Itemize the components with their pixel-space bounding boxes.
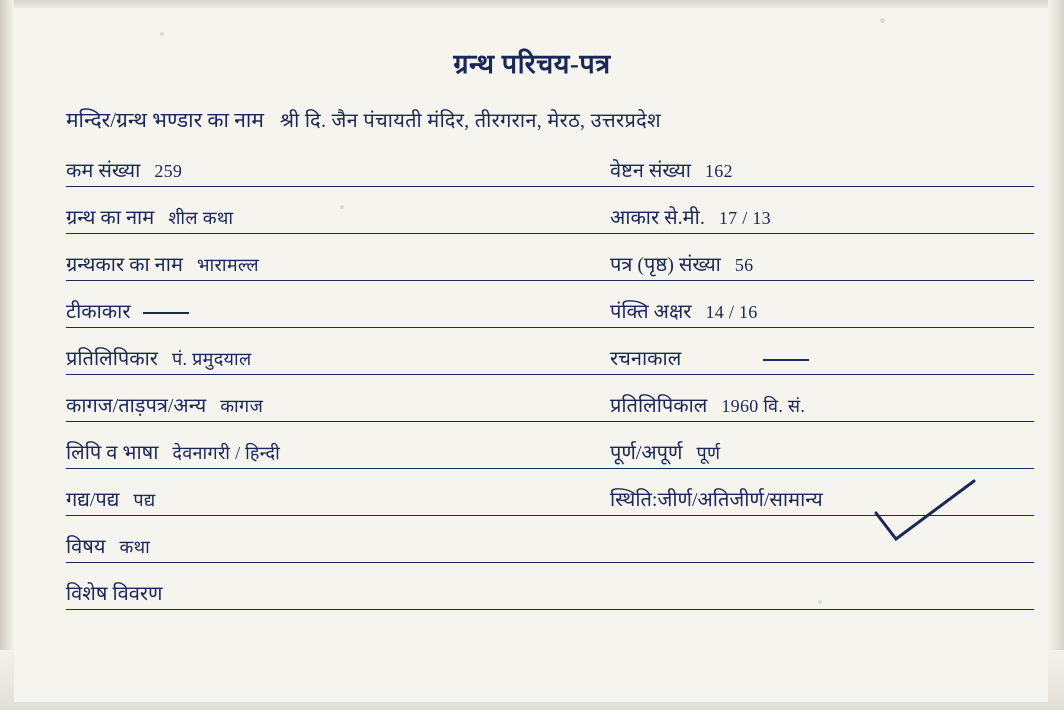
- field-rule: [610, 468, 1034, 469]
- field-label: आकार से.मी.: [610, 207, 705, 229]
- form-row: [66, 297, 1034, 344]
- field-label: कागज/ताड़पत्र/अन्य: [66, 395, 207, 417]
- field-label: टीकाकार: [66, 301, 131, 323]
- field-rule: [610, 421, 1034, 422]
- field-value: शील कथा: [168, 208, 234, 228]
- paper-speck: [160, 32, 164, 36]
- field-value: 1960 वि. सं.: [721, 396, 806, 416]
- field-sthiti: [610, 485, 1034, 532]
- field-rule: [66, 233, 610, 234]
- field-pratilipikar: [66, 344, 610, 391]
- field-label: विशेष विवरण: [66, 583, 163, 605]
- field-value: पूर्ण: [696, 443, 721, 463]
- field-label: रचनाकाल: [610, 348, 682, 370]
- field-gadya-padya: [66, 485, 610, 532]
- form-fields: [66, 156, 1034, 626]
- field-label: कम संख्या: [66, 160, 141, 182]
- field-label: विषय: [66, 536, 106, 558]
- field-value: पं. प्रमुदयाल: [171, 349, 252, 369]
- field-blank-underline: [143, 312, 189, 314]
- form-row: [66, 344, 1034, 391]
- field-granthkar-ka-naam: [66, 250, 610, 297]
- field-rule: [66, 327, 610, 328]
- field-veshtan-sankhya: [610, 156, 1034, 203]
- field-value: 162: [704, 161, 733, 181]
- form-row: [66, 485, 1034, 532]
- field-value: कागज: [220, 396, 264, 416]
- form-row: [66, 579, 1034, 626]
- field-value: भारामल्ल: [196, 255, 259, 275]
- field-rule: [66, 562, 1034, 563]
- field-aakar-cm: [610, 203, 1034, 250]
- field-rule: [66, 609, 1034, 610]
- field-value: पद्य: [133, 490, 156, 510]
- field-rule: [66, 374, 610, 375]
- field-rule: [610, 374, 1034, 375]
- field-kagaj-tadpatra-anya: [66, 391, 610, 438]
- field-tikakar: [66, 297, 610, 344]
- field-value: 14 / 16: [705, 302, 758, 322]
- field-rule: [66, 515, 610, 516]
- field-blank-underline: [763, 359, 809, 361]
- field-rule: [610, 233, 1034, 234]
- field-pankti-akshar: [610, 297, 1034, 344]
- field-rule: [610, 515, 1034, 516]
- field-rachnakaal: [610, 344, 1034, 391]
- field-value: 17 / 13: [718, 208, 771, 228]
- field-label: पत्र (पृष्ठ) संख्या: [610, 254, 721, 276]
- field-rule: [66, 421, 610, 422]
- temple-name-row: [66, 106, 1046, 134]
- field-rule: [66, 280, 610, 281]
- field-label: पंक्ति अक्षर: [610, 301, 692, 323]
- field-rule: [610, 327, 1034, 328]
- field-label: ग्रन्थकार का नाम: [66, 254, 183, 276]
- temple-name-label: मन्दिर/ग्रन्थ भण्डार का नाम: [66, 108, 264, 132]
- form-row: [66, 532, 1034, 579]
- form-title: ग्रन्थ परिचय-पत्र: [453, 49, 611, 79]
- form-row: [66, 438, 1034, 485]
- form-row: [66, 203, 1034, 250]
- form-row: [66, 156, 1034, 203]
- field-purna-apurna: [610, 438, 1034, 485]
- paper-speck: [880, 18, 885, 23]
- field-label: वेष्टन संख्या: [610, 160, 691, 182]
- field-label: लिपि व भाषा: [66, 442, 159, 464]
- field-rule: [610, 186, 1034, 187]
- field-vishay: [66, 532, 1034, 579]
- form-row: [66, 391, 1034, 438]
- field-label: प्रतिलिपिकाल: [610, 395, 708, 417]
- field-value: 56: [734, 255, 754, 275]
- field-granth-ka-naam: [66, 203, 610, 250]
- form-row: [66, 250, 1034, 297]
- field-vishesh-vivaran: [66, 579, 1034, 626]
- page-edge-right: [1048, 0, 1064, 710]
- field-label: स्थिति:जीर्ण/अतिजीर्ण/सामान्य: [610, 489, 823, 511]
- field-rule: [66, 468, 610, 469]
- field-rule: [610, 280, 1034, 281]
- field-lipi-va-bhasha: [66, 438, 610, 485]
- field-kram-sankhya: [66, 156, 610, 203]
- field-label: ग्रन्थ का नाम: [66, 207, 155, 229]
- temple-name-value: श्री दि. जैन पंचायती मंदिर, तीरगरान, मेरठ, उत्तरप्रदेश: [279, 110, 661, 132]
- field-label: प्रतिलिपिकार: [66, 348, 158, 370]
- field-value: 259: [154, 161, 183, 181]
- field-pratilipikaal: [610, 391, 1034, 438]
- field-label: पूर्ण/अपूर्ण: [610, 442, 683, 464]
- field-rule: [66, 186, 610, 187]
- field-label: गद्य/पद्य: [66, 489, 120, 511]
- field-patra-sankhya: [610, 250, 1034, 297]
- field-value: देवनागरी / हिन्दी: [172, 443, 281, 463]
- field-value: कथा: [119, 537, 151, 557]
- page-edge-left: [0, 0, 14, 710]
